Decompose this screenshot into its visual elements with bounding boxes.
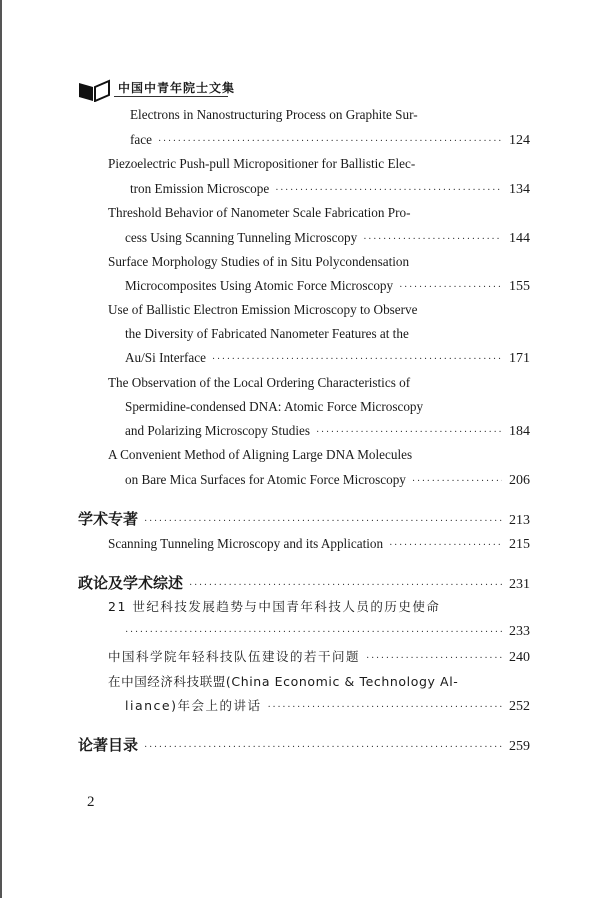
toc-entry[interactable] <box>125 622 530 643</box>
toc-entry[interactable] <box>108 647 530 669</box>
page-number: 215 <box>509 537 530 552</box>
toc-entry[interactable] <box>130 179 530 201</box>
page-number: 155 <box>509 279 530 294</box>
series-title: 中国中青年院士文集 <box>118 81 236 95</box>
toc-entry[interactable] <box>108 534 530 556</box>
page-edge-border <box>0 0 2 898</box>
header-rule <box>114 96 228 97</box>
toc-section-reviews[interactable] <box>78 573 530 596</box>
dot-leader <box>212 350 502 370</box>
dot-leader <box>267 698 502 718</box>
dot-leader <box>363 230 502 250</box>
toc-entry-line: A Convenient Method of Aligning Large DNA Molecules <box>108 447 413 462</box>
page-number: 240 <box>509 650 530 665</box>
page-number: 213 <box>509 513 530 528</box>
page-number: 144 <box>509 231 530 246</box>
toc-section-bibliography[interactable] <box>78 735 530 758</box>
dot-leader <box>275 181 502 201</box>
page-number: 259 <box>509 739 530 754</box>
dot-leader <box>144 738 502 758</box>
toc-entry-text: and Polarizing Microscopy Studies <box>125 423 310 438</box>
page-number: 233 <box>509 624 530 639</box>
toc-entry-text: tron Emission Microscope <box>130 181 270 196</box>
section-title: 论著目录 <box>78 736 139 754</box>
dot-leader <box>189 576 502 596</box>
toc-entry-line: 在中国经济科技联盟(China Economic & Technology Al- <box>108 674 459 689</box>
toc-entry[interactable] <box>130 130 530 152</box>
toc-entry-line: Electrons in Nanostructuring Process on Graphite Sur- <box>130 107 418 122</box>
dot-leader <box>125 623 502 643</box>
toc-entry-text: 中国科学院年轻科技队伍建设的若干问题 <box>108 649 361 664</box>
page-number: 231 <box>509 577 530 592</box>
toc-entry-line: Spermidine-condensed DNA: Atomic Force Microscopy <box>125 399 424 414</box>
open-book-icon <box>78 78 112 102</box>
dot-leader <box>158 132 502 152</box>
toc-entry-line: Surface Morphology Studies of in Situ Polycondensation <box>108 254 410 269</box>
toc-entry[interactable] <box>125 421 530 443</box>
toc-entry-text: on Bare Mica Surfaces for Atomic Force Microscopy <box>125 472 406 487</box>
toc-entry-line: The Observation of the Local Ordering Characteristics of <box>108 375 411 390</box>
toc-entry-text: Microcomposites Using Atomic Force Microscopy <box>125 278 394 293</box>
toc-entry-line: 21 世纪科技发展趋势与中国青年科技人员的历史使命 <box>108 599 441 614</box>
toc-entry-text: liance)年会上的讲话 <box>125 698 262 713</box>
toc-entry[interactable] <box>125 348 530 370</box>
toc-entry-text: face <box>130 132 152 147</box>
toc-entry-text: cess Using Scanning Tunneling Microscopy <box>125 230 358 245</box>
page-number: 206 <box>509 473 530 488</box>
dot-leader <box>366 649 502 669</box>
toc-section-monographs[interactable] <box>78 509 530 532</box>
page-number: 184 <box>509 424 530 439</box>
section-title: 政论及学术综述 <box>78 574 184 592</box>
page-number: 171 <box>509 351 530 366</box>
page-number: 134 <box>509 182 530 197</box>
toc-entry-line: the Diversity of Fabricated Nanometer Features at the <box>125 326 409 341</box>
running-header <box>78 78 236 102</box>
toc-entry[interactable] <box>125 276 530 298</box>
toc-entry-line: Use of Ballistic Electron Emission Microscopy to Observe <box>108 302 418 317</box>
toc-entry-text: Au/Si Interface <box>125 350 206 365</box>
folio-page-number: 2 <box>87 794 95 810</box>
dot-leader <box>399 278 502 298</box>
dot-leader <box>389 536 502 556</box>
dot-leader <box>412 472 502 492</box>
toc-entry[interactable] <box>125 696 530 718</box>
page-number: 252 <box>509 699 530 714</box>
toc-entry[interactable] <box>125 228 530 250</box>
toc-entry[interactable] <box>125 470 530 492</box>
dot-leader <box>316 423 502 443</box>
section-title: 学术专著 <box>78 510 139 528</box>
toc-entry-text: Scanning Tunneling Microscopy and its Application <box>108 536 384 551</box>
toc-entry-line: Threshold Behavior of Nanometer Scale Fabrication Pro- <box>108 205 411 220</box>
dot-leader <box>144 512 502 532</box>
toc-entry-line: Piezoelectric Push-pull Micropositioner for Ballistic Elec- <box>108 156 416 171</box>
page-number: 124 <box>509 133 530 148</box>
